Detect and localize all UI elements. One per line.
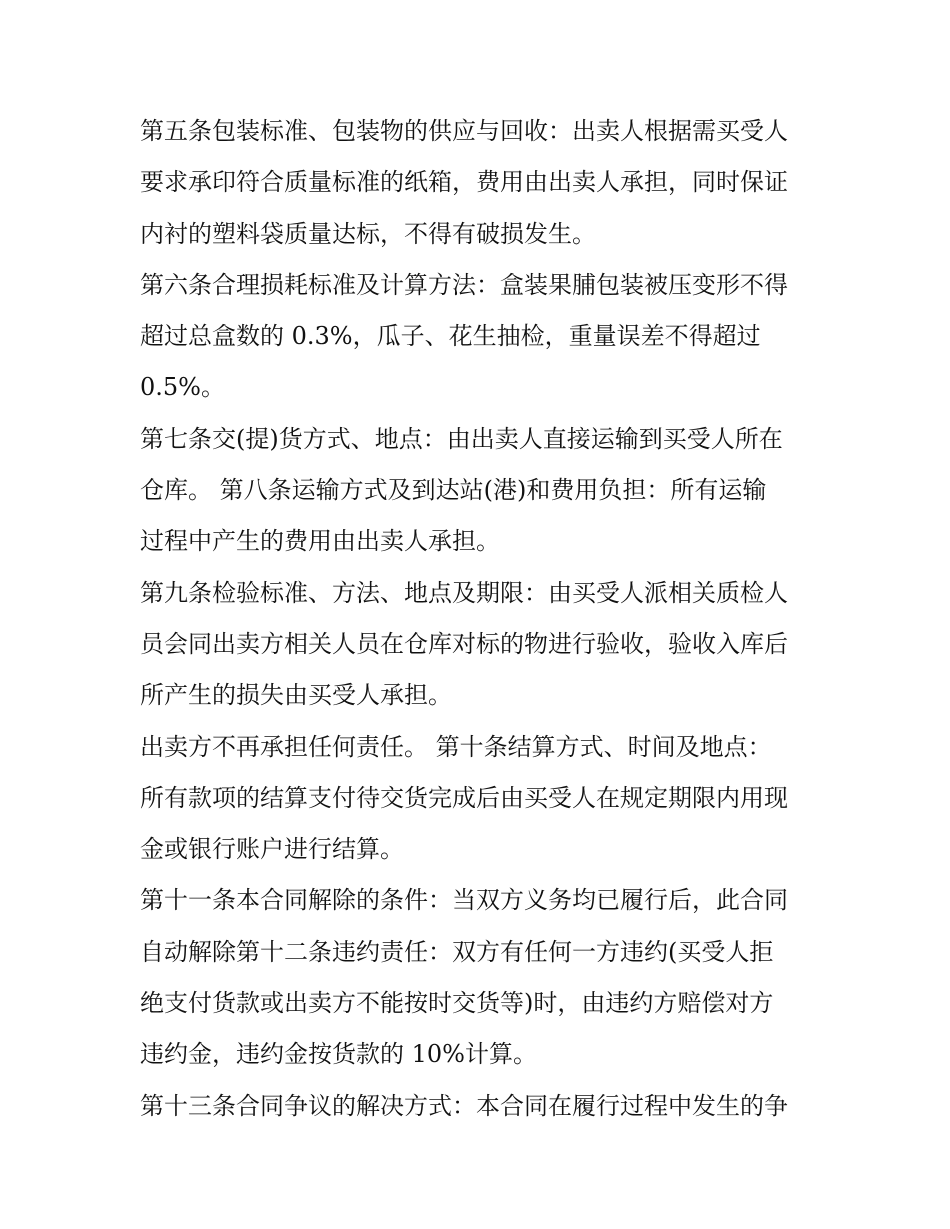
- text-line: 0.5%。: [140, 373, 225, 402]
- clause-13-paragraph: [140, 1081, 820, 1132]
- text-line: 第七条交(提)货方式、地点：由出卖人直接运输到买受人所在: [140, 424, 783, 453]
- text-line: 第五条包装标准、包装物的供应与回收：出卖人根据需买受人: [140, 117, 788, 145]
- text-line: 员会同出卖方相关人员在仓库对标的物进行验收，验收入库后: [140, 629, 788, 658]
- text-line: 仓库。 第八条运输方式及到达站(港)和费用负担：所有运输: [140, 476, 767, 505]
- text-line: 第六条合理损耗标准及计算方法：盒装果脯包装被压变形不得: [140, 270, 788, 299]
- text-line: 第十一条本合同解除的条件：当双方义务均已履行后，此合同: [140, 886, 788, 915]
- text-line: 所产生的损失由买受人承担。: [140, 681, 452, 710]
- text-line: 内衬的塑料袋质量达标，不得有破损发生。: [140, 219, 596, 248]
- text-line: 要求承印符合质量标准的纸箱，费用由出卖人承担，同时保证: [140, 168, 788, 197]
- text-line: 金或银行账户进行结算。: [140, 835, 404, 864]
- text-line: 自动解除第十二条违约责任：双方有任何一方违约(买受人拒: [140, 937, 774, 966]
- text-line: 第九条检验标准、方法、地点及期限：由买受人派相关质检人: [140, 578, 788, 607]
- clause-7-8-paragraph: [140, 414, 820, 568]
- text-line: 绝支付货款或出卖方不能按时交货等)时，由违约方赔偿对方: [140, 989, 774, 1018]
- clause-5-paragraph: [140, 106, 820, 260]
- text-line: 违约金，违约金按货款的 10%计算。: [140, 1040, 537, 1069]
- clause-9-paragraph: [140, 568, 820, 722]
- clause-11-12-paragraph: [140, 875, 820, 1080]
- text-line: 第十三条合同争议的解决方式：本合同在履行过程中发生的争: [140, 1091, 788, 1120]
- text-line: 出卖方不再承担任何责任。 第十条结算方式、时间及地点：: [140, 732, 772, 761]
- text-line: 超过总盒数的 0.3%，瓜子、花生抽检，重量误差不得超过: [140, 322, 761, 351]
- clause-6-paragraph: [140, 260, 820, 414]
- text-line: 所有款项的结算支付待交货完成后由买受人在规定期限内用现: [140, 783, 788, 812]
- text-line: 过程中产生的费用由出卖人承担。: [140, 527, 500, 556]
- clause-10-paragraph: [140, 722, 820, 876]
- document-body: [140, 106, 820, 1132]
